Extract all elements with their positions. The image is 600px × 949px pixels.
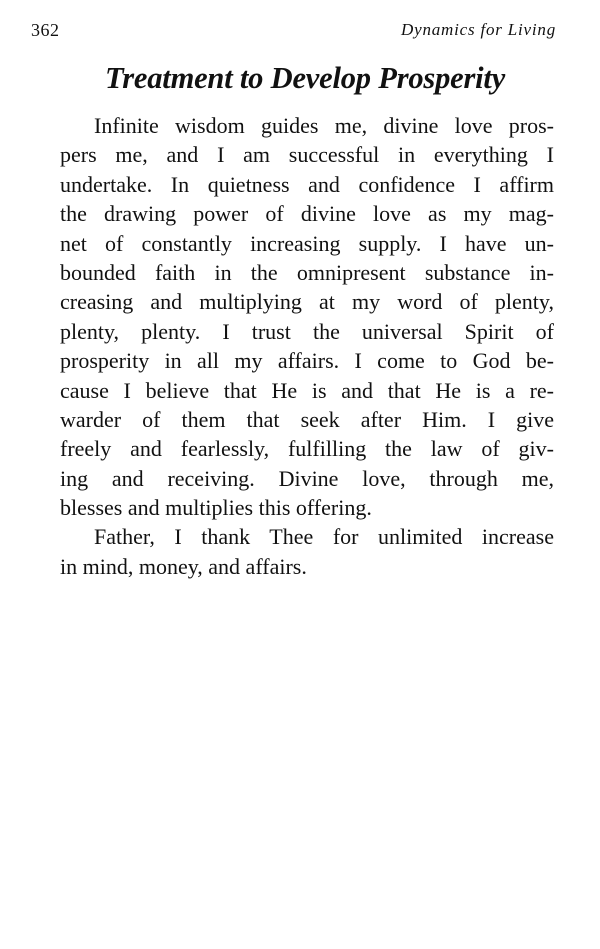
text-line: the drawing power of divine love as my mag- bbox=[60, 201, 554, 227]
text-line: plenty, plenty. I trust the universal Spirit of bbox=[60, 318, 554, 344]
body-text bbox=[60, 111, 554, 581]
text-line: cause I believe that He is and that He is a re- bbox=[60, 377, 554, 403]
text-line: blesses and multiplies this offering. bbox=[60, 495, 372, 521]
text-line: undertake. In quietness and confidence I affirm bbox=[60, 171, 554, 197]
text-line: creasing and multiplying at my word of plenty, bbox=[60, 289, 554, 315]
paragraph-1 bbox=[60, 111, 554, 522]
text-line: Father, I thank Thee for unlimited increase bbox=[94, 524, 554, 550]
text-line: freely and fearlessly, fulfilling the law of giv- bbox=[60, 436, 554, 462]
text-line: in mind, money, and affairs. bbox=[60, 553, 307, 579]
text-line: ing and receiving. Divine love, through me, bbox=[60, 465, 554, 491]
text-line: bounded faith in the omnipresent substance in- bbox=[60, 259, 554, 285]
text-line: net of constantly increasing supply. I have un- bbox=[60, 230, 554, 256]
page-number: 362 bbox=[31, 20, 60, 40]
text-line: pers me, and I am successful in everything I bbox=[60, 142, 554, 168]
text-line: warder of them that seek after Him. I give bbox=[60, 406, 554, 432]
chapter-title: Treatment to Develop Prosperity bbox=[104, 61, 506, 95]
paragraph-2 bbox=[60, 522, 554, 581]
running-head: Dynamics for Living bbox=[401, 20, 556, 39]
text-line: Infinite wisdom guides me, divine love pros- bbox=[94, 113, 554, 138]
text-line: prosperity in all my affairs. I come to God be- bbox=[60, 348, 554, 374]
